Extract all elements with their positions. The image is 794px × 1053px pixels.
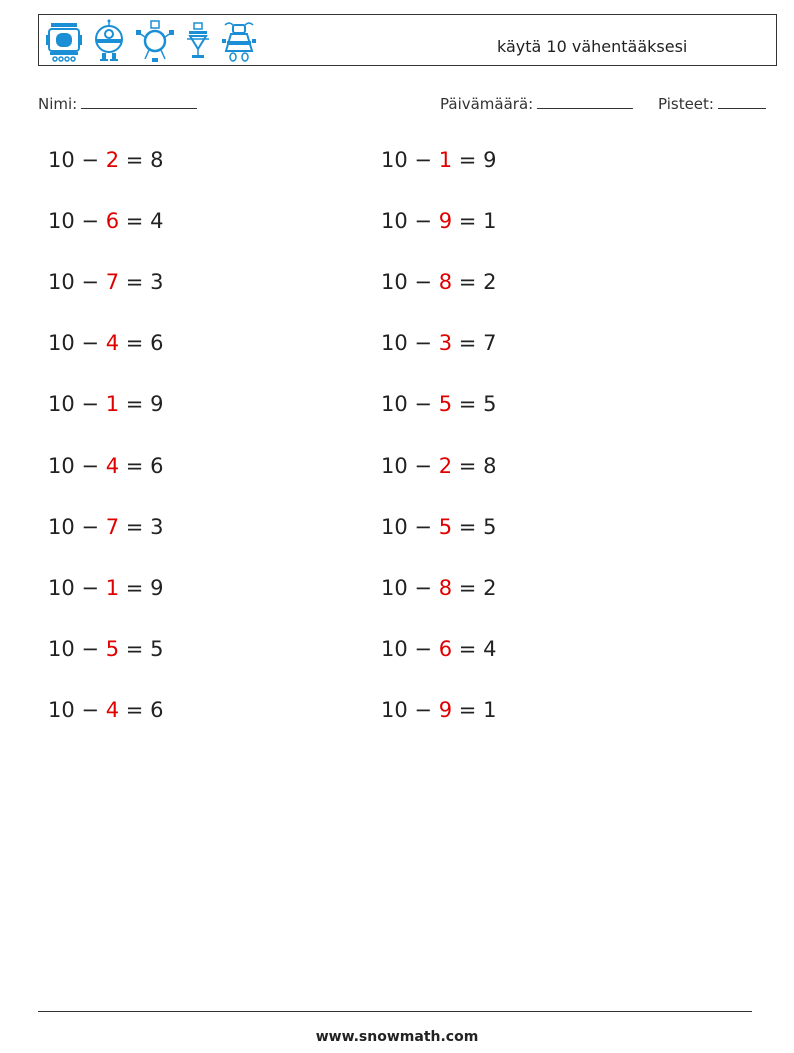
minus-sign: − — [414, 331, 433, 356]
difference: 1 — [483, 697, 497, 722]
problem-item — [381, 331, 496, 355]
minuend: 10 — [48, 148, 75, 172]
difference: 3 — [150, 270, 164, 295]
problem-item — [48, 331, 163, 355]
subtrahend: 5 — [438, 392, 453, 417]
problem-item — [381, 148, 496, 172]
difference: 3 — [150, 514, 164, 539]
minus-sign: − — [414, 636, 433, 661]
minuend: 10 — [381, 453, 408, 478]
subtrahend: 9 — [438, 697, 453, 722]
minuend: 10 — [48, 514, 75, 539]
equals-sign: = — [125, 697, 144, 722]
difference: 6 — [150, 697, 164, 722]
minus-sign: − — [414, 453, 433, 478]
difference: 2 — [483, 575, 497, 600]
problem-item — [48, 392, 163, 416]
minuend: 10 — [381, 697, 408, 722]
minus-sign: − — [414, 270, 433, 295]
problem-item — [381, 392, 496, 416]
problem-item — [48, 637, 163, 661]
subtrahend: 1 — [438, 148, 453, 172]
name-field — [38, 94, 197, 113]
difference: 5 — [150, 636, 164, 661]
problem-item — [48, 515, 163, 539]
problem-item — [48, 209, 163, 233]
equals-sign: = — [458, 392, 477, 417]
minus-sign: − — [81, 148, 100, 172]
problem-item — [381, 454, 496, 478]
difference: 4 — [483, 636, 497, 661]
problem-item — [48, 698, 163, 722]
minus-sign: − — [81, 697, 100, 722]
equals-sign: = — [125, 575, 144, 600]
name-label: Nimi: — [38, 95, 78, 113]
minuend: 10 — [381, 270, 408, 295]
equals-sign: = — [125, 270, 144, 295]
difference: 2 — [483, 270, 497, 295]
subtrahend: 4 — [105, 453, 120, 478]
robot-3-icon — [135, 19, 175, 63]
minus-sign: − — [81, 575, 100, 600]
difference: 9 — [483, 148, 497, 172]
score-field — [658, 94, 766, 113]
subtrahend: 6 — [105, 209, 120, 234]
minuend: 10 — [381, 209, 408, 234]
problem-item — [381, 270, 496, 294]
robot-icons — [45, 19, 257, 63]
problem-item — [381, 576, 496, 600]
minus-sign: − — [414, 697, 433, 722]
subtrahend: 7 — [105, 270, 120, 295]
subtrahend: 8 — [438, 270, 453, 295]
difference: 1 — [483, 209, 497, 234]
minuend: 10 — [48, 697, 75, 722]
minus-sign: − — [81, 331, 100, 356]
equals-sign: = — [458, 148, 477, 172]
minuend: 10 — [381, 636, 408, 661]
minus-sign: − — [414, 392, 433, 417]
difference: 8 — [150, 148, 164, 172]
minuend: 10 — [381, 392, 408, 417]
equals-sign: = — [458, 514, 477, 539]
minus-sign: − — [81, 453, 100, 478]
equals-sign: = — [458, 453, 477, 478]
equals-sign: = — [458, 209, 477, 234]
minuend: 10 — [381, 575, 408, 600]
minuend: 10 — [381, 148, 408, 172]
subtrahend: 7 — [105, 514, 120, 539]
minuend: 10 — [48, 636, 75, 661]
name-blank[interactable] — [81, 94, 197, 109]
score-label: Pisteet: — [658, 95, 714, 113]
minus-sign: − — [81, 392, 100, 417]
subtrahend: 9 — [438, 209, 453, 234]
minus-sign: − — [414, 148, 433, 172]
date-blank[interactable] — [537, 94, 633, 109]
subtrahend: 2 — [438, 453, 453, 478]
worksheet-title: käytä 10 vähentääksesi — [497, 37, 688, 56]
subtrahend: 3 — [438, 331, 453, 356]
equals-sign: = — [458, 697, 477, 722]
minuend: 10 — [48, 331, 75, 356]
equals-sign: = — [458, 331, 477, 356]
minus-sign: − — [81, 636, 100, 661]
equals-sign: = — [458, 575, 477, 600]
equals-sign: = — [125, 514, 144, 539]
equals-sign: = — [125, 209, 144, 234]
score-blank[interactable] — [718, 94, 766, 109]
problem-item — [381, 698, 496, 722]
minus-sign: − — [81, 270, 100, 295]
subtrahend: 4 — [105, 697, 120, 722]
footer-url: www.snowmath.com — [315, 1029, 479, 1045]
worksheet-header — [38, 14, 777, 66]
problem-item — [381, 515, 496, 539]
difference: 6 — [150, 453, 164, 478]
date-label: Päivämäärä: — [440, 95, 534, 113]
subtrahend: 1 — [105, 575, 120, 600]
equals-sign: = — [125, 331, 144, 356]
difference: 5 — [483, 392, 497, 417]
robot-5-icon — [221, 19, 257, 63]
minuend: 10 — [48, 575, 75, 600]
date-field — [440, 94, 633, 113]
subtrahend: 5 — [105, 636, 120, 661]
difference: 9 — [150, 392, 164, 417]
robot-1-icon — [45, 19, 83, 63]
problem-item — [48, 576, 163, 600]
equals-sign: = — [458, 270, 477, 295]
equals-sign: = — [458, 636, 477, 661]
minuend: 10 — [48, 392, 75, 417]
difference: 5 — [483, 514, 497, 539]
subtrahend: 1 — [105, 392, 120, 417]
minuend: 10 — [48, 270, 75, 295]
difference: 4 — [150, 209, 164, 234]
robot-2-icon — [93, 19, 125, 63]
robot-4-icon — [185, 19, 211, 63]
difference: 8 — [483, 453, 497, 478]
footer-divider — [38, 1011, 752, 1012]
subtrahend: 2 — [105, 148, 120, 172]
subtrahend: 4 — [105, 331, 120, 356]
problem-item — [381, 637, 496, 661]
minuend: 10 — [48, 209, 75, 234]
equals-sign: = — [125, 148, 144, 172]
minus-sign: − — [81, 514, 100, 539]
minus-sign: − — [414, 209, 433, 234]
subtrahend: 6 — [438, 636, 453, 661]
subtrahend: 5 — [438, 514, 453, 539]
difference: 7 — [483, 331, 497, 356]
equals-sign: = — [125, 453, 144, 478]
minuend: 10 — [48, 453, 75, 478]
minus-sign: − — [414, 575, 433, 600]
minus-sign: − — [81, 209, 100, 234]
minus-sign: − — [414, 514, 433, 539]
difference: 9 — [150, 575, 164, 600]
difference: 6 — [150, 331, 164, 356]
problem-item — [381, 209, 496, 233]
subtrahend: 8 — [438, 575, 453, 600]
problem-item — [48, 454, 163, 478]
equals-sign: = — [125, 636, 144, 661]
problem-item — [48, 270, 163, 294]
problem-item — [48, 148, 163, 172]
minuend: 10 — [381, 331, 408, 356]
minuend: 10 — [381, 514, 408, 539]
equals-sign: = — [125, 392, 144, 417]
